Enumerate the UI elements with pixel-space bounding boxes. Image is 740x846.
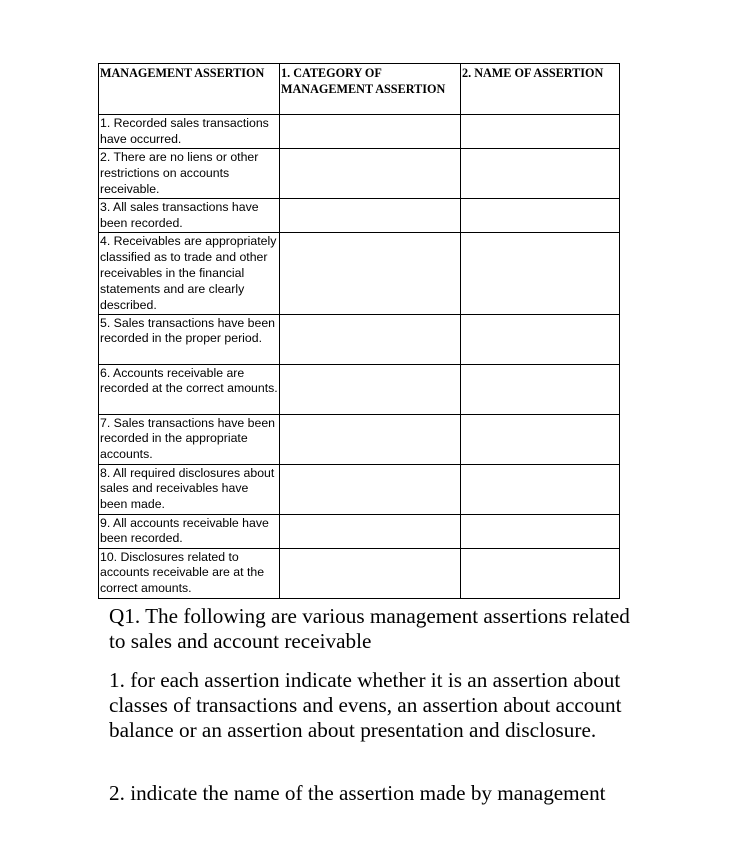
- assertion-cell: 7. Sales transactions have been recorded in the appropriate accounts.: [99, 414, 280, 464]
- table-row: [99, 464, 620, 514]
- category-cell[interactable]: [280, 364, 461, 414]
- assertion-cell: 6. Accounts receivable are recorded at the correct amounts.: [99, 364, 280, 414]
- name-cell[interactable]: [461, 199, 620, 233]
- category-cell[interactable]: [280, 514, 461, 548]
- table-row: [99, 233, 620, 315]
- table-row: [99, 149, 620, 199]
- name-cell[interactable]: [461, 414, 620, 464]
- assertion-cell: 10. Disclosures related to accounts receivable are at the correct amounts.: [99, 548, 280, 598]
- question-part-2: 2. indicate the name of the assertion made by management: [109, 781, 606, 805]
- assertion-cell: 9. All accounts receivable have been recorded.: [99, 514, 280, 548]
- table-row: [99, 514, 620, 548]
- name-cell[interactable]: [461, 464, 620, 514]
- assertion-cell: 4. Receivables are appropriately classified as to trade and other receivables in the financial statements and are clearly described.: [99, 233, 280, 315]
- category-cell[interactable]: [280, 149, 461, 199]
- table-row: [99, 548, 620, 598]
- name-cell[interactable]: [461, 548, 620, 598]
- header-management-assertion: MANAGEMENT ASSERTION: [99, 64, 280, 115]
- category-cell[interactable]: [280, 233, 461, 315]
- name-cell[interactable]: [461, 233, 620, 315]
- category-cell[interactable]: [280, 314, 461, 364]
- table-row: [99, 414, 620, 464]
- category-cell[interactable]: [280, 115, 461, 149]
- question-intro: Q1. The following are various management assertions related to sales and account receivable: [109, 604, 630, 653]
- assertion-cell: 2. There are no liens or other restrictions on accounts receivable.: [99, 149, 280, 199]
- category-cell[interactable]: [280, 464, 461, 514]
- name-cell[interactable]: [461, 514, 620, 548]
- table-row: [99, 364, 620, 414]
- assertions-table: [98, 63, 620, 599]
- category-cell[interactable]: [280, 414, 461, 464]
- category-cell[interactable]: [280, 548, 461, 598]
- name-cell[interactable]: [461, 115, 620, 149]
- assertion-cell: 5. Sales transactions have been recorded in the proper period.: [99, 314, 280, 364]
- header-category: 1. CATEGORY OF MANAGEMENT ASSERTION: [280, 64, 461, 115]
- assertion-cell: 3. All sales transactions have been recorded.: [99, 199, 280, 233]
- assertion-cell: 1. Recorded sales transactions have occurred.: [99, 115, 280, 149]
- table-header-row: [99, 64, 620, 115]
- question-part-1: 1. for each assertion indicate whether it is an assertion about classes of transactions and evens, an assertion about account balance or an assertion about presentation and disclosure.: [109, 668, 622, 742]
- table-row: [99, 314, 620, 364]
- name-cell[interactable]: [461, 314, 620, 364]
- header-name-of-assertion: 2. NAME OF ASSERTION: [461, 64, 620, 115]
- name-cell[interactable]: [461, 149, 620, 199]
- assertion-cell: 8. All required disclosures about sales and receivables have been made.: [99, 464, 280, 514]
- category-cell[interactable]: [280, 199, 461, 233]
- table-row: [99, 115, 620, 149]
- name-cell[interactable]: [461, 364, 620, 414]
- table-row: [99, 199, 620, 233]
